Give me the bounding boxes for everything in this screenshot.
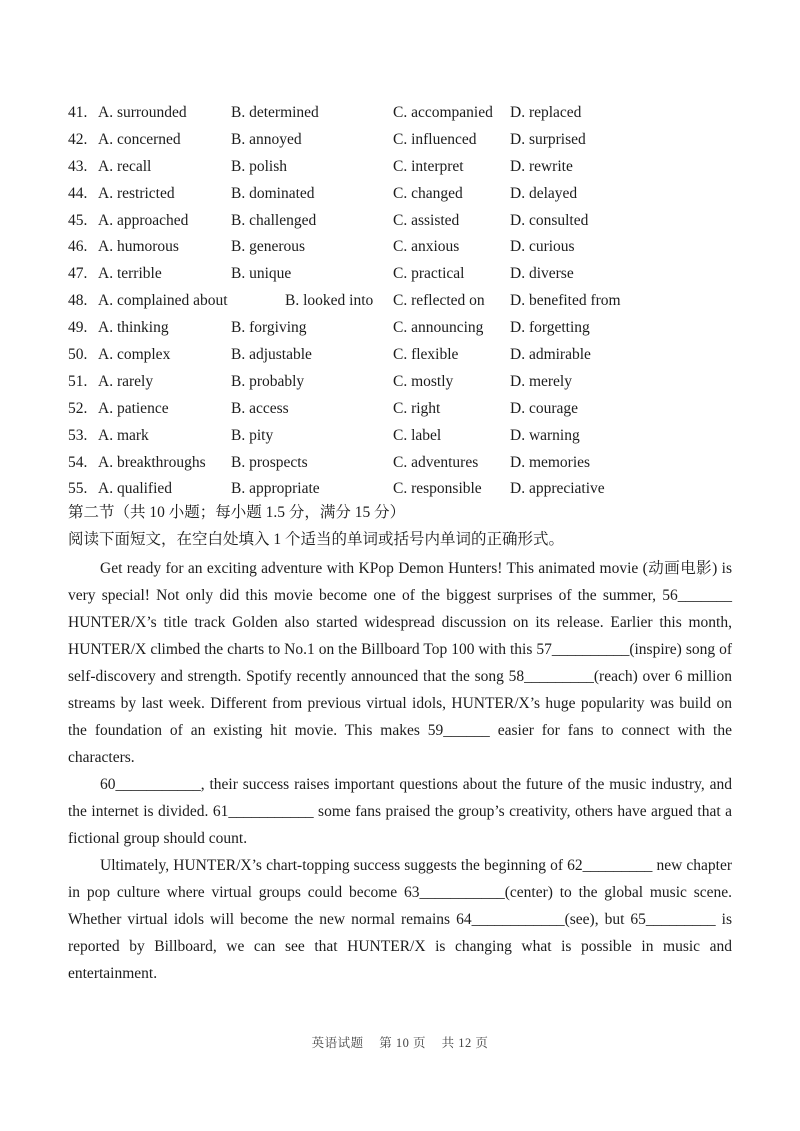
option-c: C. assisted	[393, 211, 460, 229]
option-d: D. surprised	[510, 130, 586, 148]
question-row-50	[68, 343, 748, 370]
option-c: C. influenced	[393, 130, 477, 148]
question-number: 42.	[68, 130, 88, 148]
option-a: A. patience	[98, 399, 169, 417]
option-b: B. annoyed	[231, 130, 302, 148]
option-a: A. recall	[98, 157, 152, 175]
option-d: D. diverse	[510, 265, 574, 283]
option-d: D. consulted	[510, 211, 589, 229]
option-c: C. practical	[393, 265, 465, 283]
question-number: 49.	[68, 319, 88, 337]
footer-subject: 英语试题	[311, 1036, 364, 1050]
option-b: B. appropriate	[231, 480, 320, 498]
option-a: A. humorous	[98, 238, 179, 256]
option-a: A. surrounded	[98, 104, 187, 121]
question-number: 44.	[68, 184, 88, 202]
question-number: 48.	[68, 292, 88, 310]
question-row-41	[68, 101, 748, 128]
question-row-45	[68, 209, 748, 236]
option-d: D. warning	[510, 426, 580, 444]
option-b: B. adjustable	[231, 346, 312, 364]
footer-page-number: 第 10 页	[379, 1036, 426, 1050]
question-number: 52.	[68, 399, 88, 417]
option-b: B. forgiving	[231, 319, 307, 337]
option-d: D. memories	[510, 453, 591, 471]
option-c: C. interpret	[393, 157, 464, 175]
question-number: 55.	[68, 480, 88, 498]
question-row-54	[68, 451, 748, 478]
option-b: B. dominated	[231, 184, 315, 202]
passage-paragraph-2: 60___________, their success raises important questions about the future of the music industry, and the internet is divided. 61___________ some fans praised the group’s creativity, others have argued that a fictional group should count.	[68, 776, 732, 847]
option-d: D. appreciative	[510, 480, 605, 498]
option-a: A. approached	[98, 211, 189, 229]
question-row-51	[68, 370, 748, 397]
option-a: A. thinking	[98, 319, 169, 337]
option-b: B. prospects	[231, 453, 308, 471]
option-d: D. curious	[510, 238, 575, 256]
question-row-47	[68, 262, 748, 289]
option-b: B. access	[231, 399, 289, 417]
option-c: C. label	[393, 426, 442, 444]
option-d: D. courage	[510, 399, 578, 417]
option-c: C. mostly	[393, 372, 454, 390]
section-instructions: 阅读下面短文，在空白处填入 1 个适当的单词或括号内单词的正确形式。	[68, 531, 565, 548]
question-row-53	[68, 424, 748, 451]
page-footer	[0, 1033, 800, 1051]
option-b: B. probably	[231, 372, 305, 390]
option-a: A. mark	[98, 426, 149, 444]
question-row-49	[68, 316, 748, 343]
option-c: C. accompanied	[393, 104, 493, 121]
question-number: 41.	[68, 104, 88, 121]
footer-total-pages: 共 12 页	[441, 1036, 489, 1050]
option-d: D. forgetting	[510, 319, 590, 337]
option-c: C. responsible	[393, 480, 482, 498]
option-c: C. adventures	[393, 453, 479, 471]
question-number: 53.	[68, 426, 88, 444]
option-d: D. merely	[510, 372, 572, 390]
option-b: B. polish	[231, 157, 287, 175]
question-row-43	[68, 155, 748, 182]
question-number: 46.	[68, 238, 88, 256]
question-number: 54.	[68, 453, 88, 471]
option-b: B. unique	[231, 265, 292, 283]
option-b: B. looked into	[285, 292, 374, 310]
question-number: 45.	[68, 211, 88, 229]
option-b: B. pity	[231, 426, 274, 444]
option-b: B. challenged	[231, 211, 317, 229]
option-d: D. rewrite	[510, 157, 573, 175]
option-d: D. delayed	[510, 184, 578, 202]
multiple-choice-options	[68, 101, 748, 504]
option-b: B. determined	[231, 104, 319, 121]
question-row-46	[68, 235, 748, 262]
question-row-42	[68, 128, 748, 155]
option-a: A. qualified	[98, 480, 173, 498]
question-row-52	[68, 397, 748, 424]
question-number: 43.	[68, 157, 88, 175]
option-a: A. terrible	[98, 265, 162, 283]
option-d: D. replaced	[510, 104, 582, 121]
option-b: B. generous	[231, 238, 306, 256]
option-d: D. benefited from	[510, 292, 621, 310]
passage-paragraph-3: Ultimately, HUNTER/X’s chart-topping success suggests the beginning of 62_________ new chapter in pop culture where virtual groups could become 63___________(center) to the global music scene. Whether virtual idols will become the new normal remains 64____________(see), but 65_________ is reported by Billboard, we can see that HUNTER/X is changing what is possible in music and entertainment.	[68, 857, 732, 982]
option-d: D. admirable	[510, 346, 591, 364]
option-c: C. reflected on	[393, 292, 485, 310]
option-c: C. anxious	[393, 238, 460, 256]
passage-paragraph-1: Get ready for an exciting adventure with KPop Demon Hunters! This animated movie (动画电影) is very special! Not only did this movie become one of the biggest surprises of the summer, 56_______ HUNTER/X’s title track Golden also started widespread discussion on its release. Earlier this month, HUNTER/X climbed the charts to No.1 on the Billboard Top 100 with this 57__________(inspire) song of self-discovery and strength. Spotify recently announced that the song 58_________(reach) over 6 million streams by last week. Different from previous virtual idols, HUNTER/X’s huge popularity was build on the foundation of an existing hit movie. This makes 59______ easier for fans to connect with the characters.	[68, 560, 732, 766]
question-number: 51.	[68, 372, 88, 390]
question-row-44	[68, 182, 748, 209]
option-c: C. flexible	[393, 346, 459, 364]
section-title: 第二节（共 10 小题；每小题 1.5 分，满分 15 分）	[68, 504, 406, 521]
option-c: C. announcing	[393, 319, 484, 337]
question-row-48	[68, 289, 748, 316]
option-a: A. restricted	[98, 184, 175, 202]
reading-passage	[68, 555, 732, 987]
option-a: A. concerned	[98, 130, 181, 148]
option-a: A. rarely	[98, 372, 154, 390]
question-number: 47.	[68, 265, 88, 283]
option-c: C. changed	[393, 184, 463, 202]
option-a: A. complex	[98, 346, 171, 364]
option-a: A. breakthroughs	[98, 453, 206, 471]
option-a: A. complained about	[98, 292, 228, 310]
option-c: C. right	[393, 399, 441, 417]
question-number: 50.	[68, 346, 88, 364]
